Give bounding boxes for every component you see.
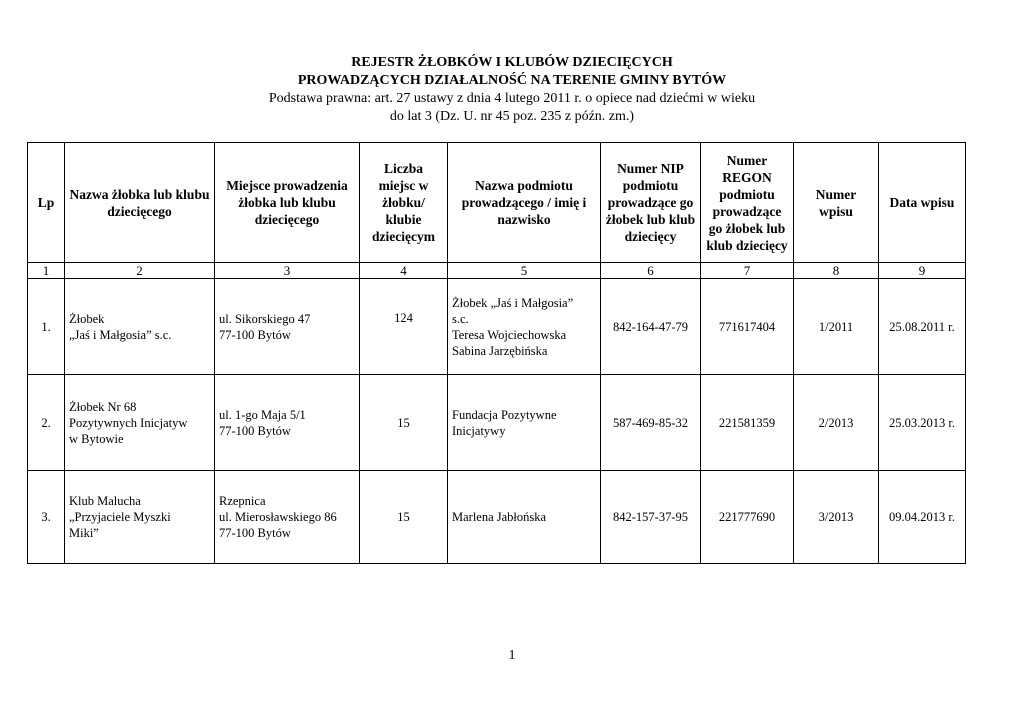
cell-place: ul. Sikorskiego 47 77-100 Bytów xyxy=(215,279,360,375)
cell-entry-no: 1/2011 xyxy=(794,279,879,375)
cell-nip: 842-164-47-79 xyxy=(601,279,701,375)
col-header-capacity: Liczba miejsc w żłobku/ klubie dziecięcym xyxy=(360,143,448,263)
table-row xyxy=(28,375,966,471)
cell-capacity: 15 xyxy=(360,471,448,564)
col-header-nip: Numer NIP podmiotu prowadzące go żłobek lub klub dziecięcy xyxy=(601,143,701,263)
cell-name: Żłobek „Jaś i Małgosia” s.c. xyxy=(65,279,215,375)
title-line-2: PROWADZĄCYCH DZIAŁALNOŚĆ NA TERENIE GMINY BYTÓW xyxy=(297,73,727,88)
col-number: 8 xyxy=(794,263,879,279)
cell-regon: 221777690 xyxy=(701,471,794,564)
cell-lp: 1. xyxy=(28,279,65,375)
page-number: 1 xyxy=(508,648,516,663)
table-row xyxy=(28,471,966,564)
legal-basis-line-1: Podstawa prawna: art. 27 ustawy z dnia 4 lutego 2011 r. o opiece nad dziećmi w wieku xyxy=(268,91,756,106)
col-header-name: Nazwa żłobka lub klubu dziecięcego xyxy=(65,143,215,263)
cell-entry-no: 3/2013 xyxy=(794,471,879,564)
cell-operator: Fundacja Pozytywne Inicjatywy xyxy=(448,375,601,471)
cell-entry-date: 25.08.2011 r. xyxy=(879,279,966,375)
cell-nip: 842-157-37-95 xyxy=(601,471,701,564)
cell-regon: 771617404 xyxy=(701,279,794,375)
cell-name: Klub Malucha „Przyjaciele Myszki Miki” xyxy=(65,471,215,564)
cell-lp: 3. xyxy=(28,471,65,564)
col-number: 7 xyxy=(701,263,794,279)
cell-place: ul. 1-go Maja 5/1 77-100 Bytów xyxy=(215,375,360,471)
document-header xyxy=(0,54,1024,126)
cell-name: Żłobek Nr 68 Pozytywnych Inicjatyw w Bytowie xyxy=(65,375,215,471)
title-line-1: REJESTR ŻŁOBKÓW I KLUBÓW DZIECIĘCYCH xyxy=(351,55,673,70)
cell-lp: 2. xyxy=(28,375,65,471)
col-header-entry-date: Data wpisu xyxy=(879,143,966,263)
cell-operator: Marlena Jabłońska xyxy=(448,471,601,564)
col-number: 5 xyxy=(448,263,601,279)
cell-place: Rzepnica ul. Mierosławskiego 86 77-100 Bytów xyxy=(215,471,360,564)
col-number: 4 xyxy=(360,263,448,279)
cell-entry-date: 25.03.2013 r. xyxy=(879,375,966,471)
col-number: 6 xyxy=(601,263,701,279)
col-header-regon: Numer REGON podmiotu prowadzące go żłobek lub klub dziecięcy xyxy=(701,143,794,263)
cell-operator: Żłobek „Jaś i Małgosia” s.c. Teresa Wojciechowska Sabina Jarzębińska xyxy=(448,279,601,375)
cell-regon: 221581359 xyxy=(701,375,794,471)
col-header-entry-no: Numer wpisu xyxy=(794,143,879,263)
col-number: 9 xyxy=(879,263,966,279)
legal-basis-line-2: do lat 3 (Dz. U. nr 45 poz. 235 z późn. zm.) xyxy=(389,109,635,124)
col-number: 3 xyxy=(215,263,360,279)
table-row xyxy=(28,279,966,375)
col-header-place: Miejsce prowadzenia żłobka lub klubu dziecięcego xyxy=(215,143,360,263)
cell-entry-date: 09.04.2013 r. xyxy=(879,471,966,564)
cell-capacity: 15 xyxy=(360,375,448,471)
registry-table xyxy=(27,142,966,564)
header-row xyxy=(28,143,966,263)
cell-capacity: 124 xyxy=(360,279,448,375)
column-number-row xyxy=(28,263,966,279)
col-header-lp: Lp xyxy=(28,143,65,263)
cell-nip: 587-469-85-32 xyxy=(601,375,701,471)
col-number: 2 xyxy=(65,263,215,279)
col-header-operator: Nazwa podmiotu prowadzącego / imię i nazwisko xyxy=(448,143,601,263)
col-number: 1 xyxy=(28,263,65,279)
cell-entry-no: 2/2013 xyxy=(794,375,879,471)
